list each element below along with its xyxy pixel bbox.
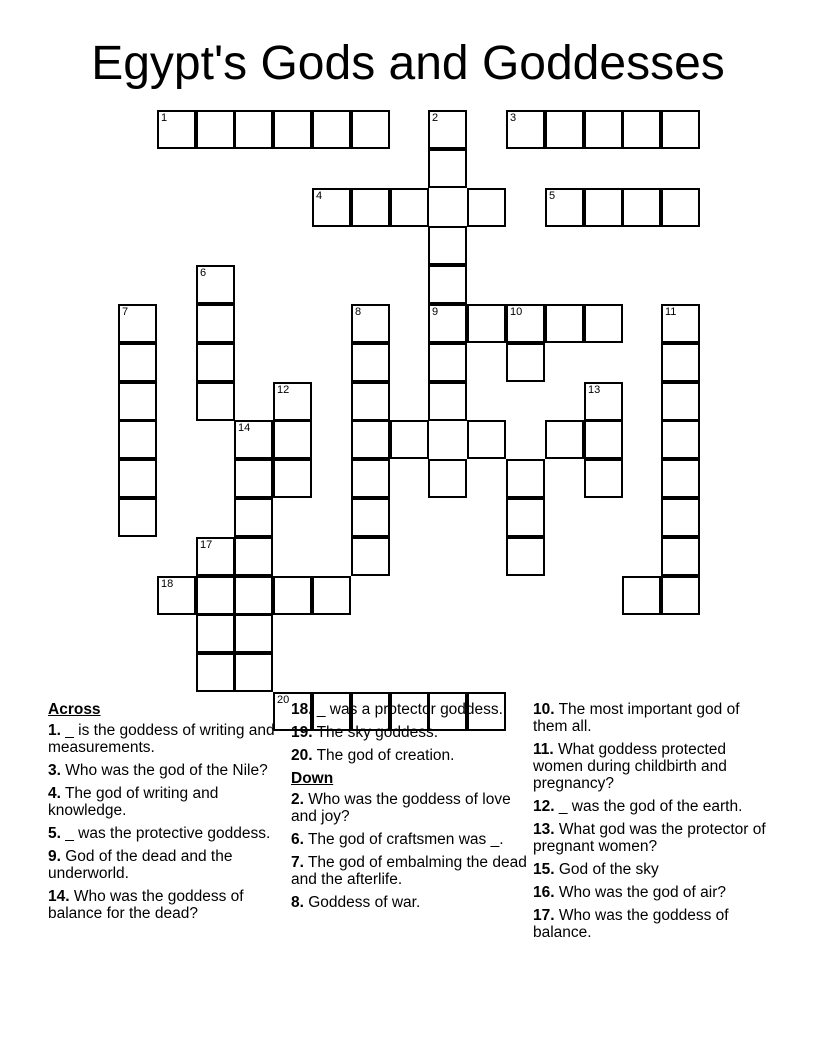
grid-cell[interactable] [661,459,700,498]
grid-cell[interactable] [545,110,584,149]
clue-text: Who was the goddess of love and joy? [291,791,511,825]
clue-number-label: 9. [48,848,61,865]
grid-cell[interactable] [506,537,545,576]
grid-cell[interactable] [234,653,273,692]
clue-item [291,701,527,718]
grid-cell[interactable] [428,304,467,343]
clue-number: 4 [316,190,323,202]
grid-cell[interactable] [584,188,623,227]
clue-number: 18 [161,578,174,590]
grid-cell[interactable] [545,304,584,343]
clue-number-label: 18. [291,701,313,718]
grid-cell[interactable] [661,304,700,343]
clue-text: The most important god of them all. [533,701,740,735]
clue-column-2 [291,701,527,917]
grid-cell[interactable] [234,537,273,576]
down-clue-list [291,791,527,911]
grid-cell[interactable] [157,576,196,615]
clue-item [291,724,527,741]
clue-text: What goddess protected women during childbirth and pregnancy? [533,741,727,792]
clue-text: _ was the protective goddess. [60,825,271,842]
clue-text: God of the sky [554,861,659,878]
grid-cell[interactable] [351,537,390,576]
clue-item [533,907,769,941]
grid-cell[interactable] [584,382,623,421]
clue-item [291,747,527,764]
clue-item [48,825,284,842]
grid-cell[interactable] [234,459,273,498]
clue-number: 11 [665,306,677,318]
grid-cell[interactable] [196,576,235,615]
grid-cell[interactable] [196,343,235,382]
grid-cell[interactable] [428,226,467,265]
grid-cell[interactable] [506,343,545,382]
clue-text: _ was a protector goddess. [312,701,503,718]
across-clue-list-continued [291,701,527,764]
grid-cell[interactable] [196,304,235,343]
clue-item [533,701,769,735]
clue-item [291,831,527,848]
grid-cell[interactable] [312,576,351,615]
clue-text: _ was the god of the earth. [554,798,743,815]
grid-cell[interactable] [428,382,467,421]
clue-number: 7 [122,306,129,318]
grid-cell[interactable] [661,343,700,382]
clue-item [291,791,527,825]
grid-cell[interactable] [661,188,700,227]
grid-cell[interactable] [390,420,429,459]
clue-number-label: 12. [533,798,555,815]
grid-cell[interactable] [196,110,235,149]
clue-item [48,722,284,756]
grid-cell[interactable] [661,382,700,421]
grid-cell[interactable] [428,265,467,304]
clue-number-label: 20. [291,747,313,764]
grid-cell[interactable] [234,614,273,653]
grid-cell[interactable] [467,188,506,227]
clue-item [533,798,769,815]
grid-cell[interactable] [118,420,157,459]
grid-cell[interactable] [118,304,157,343]
clue-item [48,785,284,819]
clue-number: 1 [161,112,168,124]
grid-cell[interactable] [351,459,390,498]
clue-number: 12 [277,384,290,396]
grid-cell[interactable] [234,498,273,537]
grid-cell[interactable] [545,420,584,459]
grid-cell[interactable] [428,110,467,149]
clue-number-label: 4. [48,785,61,802]
clue-item [533,884,769,901]
clue-number-label: 2. [291,791,304,808]
clue-number-label: 19. [291,724,313,741]
clue-number: 9 [432,306,439,318]
clue-item [291,854,527,888]
clue-text: Who was the goddess of balance for the dead? [48,888,244,922]
down-clue-list-continued [533,701,769,941]
grid-cell[interactable] [234,576,273,615]
grid-cell[interactable] [661,420,700,459]
down-heading: Down [291,770,334,787]
clue-number-label: 5. [48,825,61,842]
across-clue-list [48,722,284,922]
grid-cell[interactable] [622,576,661,615]
clue-column-3 [533,701,769,947]
grid-cell[interactable] [622,188,661,227]
clue-column-1 [48,701,284,928]
clue-number-label: 16. [533,884,555,901]
grid-cell[interactable] [351,382,390,421]
grid-cell[interactable] [351,110,390,149]
clue-item [533,861,769,878]
grid-cell[interactable] [584,459,623,498]
clue-text: Who was the god of air? [554,884,727,901]
grid-cell[interactable] [273,459,312,498]
grid-cell[interactable] [351,304,390,343]
clue-text: The god of creation. [312,747,455,764]
clue-number: 5 [549,190,556,202]
clue-item [48,762,284,779]
grid-cell[interactable] [196,653,235,692]
grid-cell[interactable] [545,188,584,227]
clue-text: Who was the goddess of balance. [533,907,729,941]
clue-number: 3 [510,112,517,124]
grid-cell[interactable] [157,110,196,149]
grid-cell[interactable] [273,382,312,421]
clue-item [48,888,284,922]
grid-cell[interactable] [196,614,235,653]
clue-number: 2 [432,112,439,124]
clue-text: What god was the protector of pregnant women? [533,821,766,855]
clue-text: The sky goddess. [312,724,439,741]
grid-cell[interactable] [118,498,157,537]
grid-cell[interactable] [196,265,235,304]
clue-text: Goddess of war. [303,894,421,911]
grid-cell[interactable] [196,382,235,421]
clue-item [533,821,769,855]
grid-cell[interactable] [661,576,700,615]
grid-cell[interactable] [118,382,157,421]
grid-cell[interactable] [234,110,273,149]
grid-cell[interactable] [506,459,545,498]
clue-text: The god of embalming the dead and the afterlife. [291,854,527,888]
clue-number: 17 [200,539,213,551]
grid-cell[interactable] [661,537,700,576]
grid-cell[interactable] [118,459,157,498]
grid-cell[interactable] [661,498,700,537]
clue-number-label: 17. [533,907,555,924]
clue-number: 14 [238,422,251,434]
clue-number: 20 [277,694,290,706]
grid-cell[interactable] [506,110,545,149]
grid-cell[interactable] [118,343,157,382]
grid-cell[interactable] [622,110,661,149]
grid-cell[interactable] [390,188,429,227]
grid-cell[interactable] [506,304,545,343]
clue-number-label: 8. [291,894,304,911]
grid-cell[interactable] [312,188,351,227]
clue-number-label: 13. [533,821,555,838]
grid-cell[interactable] [234,420,273,459]
clue-number-label: 14. [48,888,70,905]
clue-number: 6 [200,267,207,279]
grid-cell[interactable] [273,576,312,615]
clue-number: 10 [510,306,523,318]
clue-number: 8 [355,306,362,318]
clue-number-label: 3. [48,762,61,779]
grid-cell[interactable] [506,498,545,537]
grid-cell[interactable] [467,304,506,343]
clue-text: The god of craftsmen was _. [303,831,504,848]
clue-text: The god of writing and knowledge. [48,785,219,819]
clue-number-label: 11. [533,741,554,758]
grid-cell[interactable] [584,110,623,149]
clue-number-label: 1. [48,722,61,739]
grid-cell[interactable] [428,343,467,382]
grid-cell[interactable] [661,110,700,149]
grid-cell[interactable] [351,498,390,537]
grid-cell[interactable] [196,537,235,576]
clue-item [291,894,527,911]
grid-cell[interactable] [428,459,467,498]
grid-cell[interactable] [351,420,390,459]
across-heading: Across [48,701,101,718]
grid-cell[interactable] [273,420,312,459]
grid-cell[interactable] [584,304,623,343]
grid-cell[interactable] [351,343,390,382]
grid-cell[interactable] [273,110,312,149]
grid-cell[interactable] [428,149,467,188]
clue-text: God of the dead and the underworld. [48,848,233,882]
clue-item [533,741,769,792]
clue-item [48,848,284,882]
clue-text: _ is the goddess of writing and measurements. [48,722,275,756]
clue-number-label: 6. [291,831,304,848]
clue-number-label: 10. [533,701,555,718]
grid-cell[interactable] [351,188,390,227]
grid-cell[interactable] [467,420,506,459]
clue-number: 13 [588,384,601,396]
page-title: Egypt's Gods and Goddesses [91,37,725,90]
clue-number-label: 15. [533,861,555,878]
clue-number-label: 7. [291,854,304,871]
clue-text: Who was the god of the Nile? [60,762,268,779]
grid-cell[interactable] [312,110,351,149]
grid-cell[interactable] [584,420,623,459]
